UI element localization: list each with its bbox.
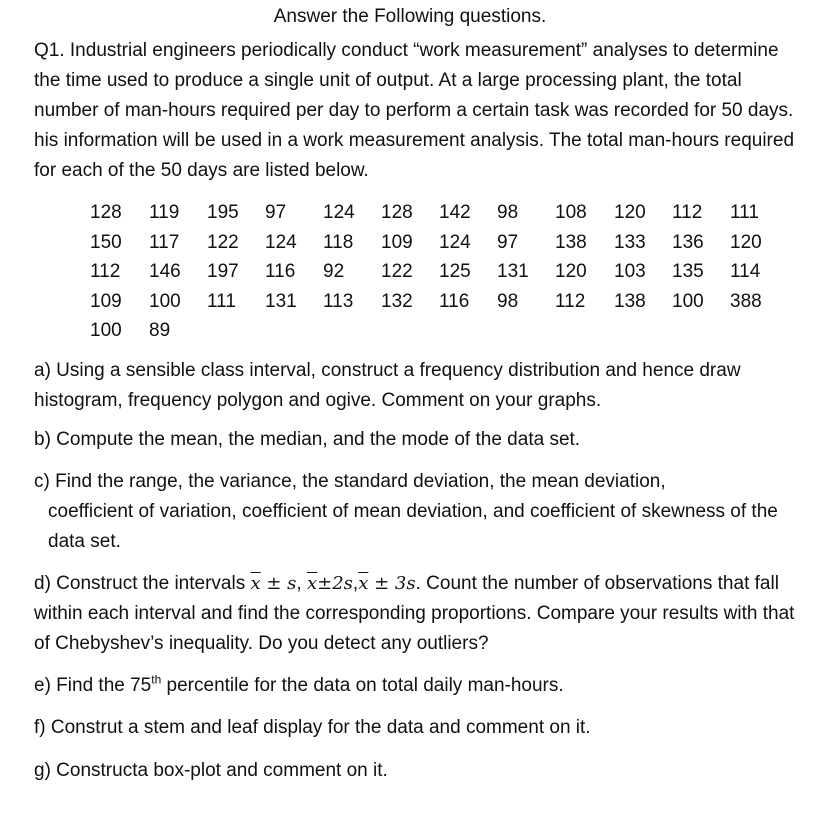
data-cell: 119 <box>149 202 180 223</box>
data-cell: 98 <box>497 290 519 312</box>
part-e <box>34 671 794 701</box>
part-d-prefix: d) Construct the intervals <box>34 573 251 594</box>
x-bar-symbol: $\overline{x}$ <box>250 573 261 594</box>
data-cell: 138 <box>555 231 587 253</box>
part-e-prefix: e) Find the 75 <box>34 675 152 696</box>
interval-2 <box>307 573 353 594</box>
data-cell: 124 <box>265 231 297 253</box>
data-cell: 97 <box>497 231 519 253</box>
data-cell: 111 <box>730 202 759 223</box>
data-cell: 197 <box>207 261 239 282</box>
x-bar-symbol: $\overline{x}$ <box>306 573 318 594</box>
data-cell: 120 <box>555 261 587 282</box>
data-cell: 112 <box>90 261 121 282</box>
data-row <box>90 316 770 346</box>
data-cell: 113 <box>323 290 354 312</box>
part-a: a) Using a sensible class interval, construct a frequency distribution and hence draw histogram, frequency polygon and ogive. Comment on your graphs. <box>34 360 741 411</box>
data-cell: 100 <box>672 290 704 312</box>
data-cell: 131 <box>265 290 297 312</box>
data-cell: 109 <box>90 290 122 312</box>
data-cell: 125 <box>439 261 471 282</box>
data-cell: 116 <box>439 290 470 312</box>
data-cell: 135 <box>672 261 704 282</box>
page-heading: Answer the Following questions. <box>273 6 547 27</box>
data-cell: 122 <box>207 231 239 253</box>
data-cell: 109 <box>381 231 413 253</box>
part-c <box>34 467 794 557</box>
data-cell: 103 <box>614 261 646 282</box>
data-cell: 108 <box>555 202 587 223</box>
data-row <box>90 228 770 258</box>
question-1-text: Q1. Industrial engineers periodically conduct “work measurement” analyses to determine the time used to produce a single unit of output. At a large processing plant, the total number of man-hours required per day to perform a certain task was recorded for 50 days. his information will be used in a work measurement analysis. The total man-hours required for each of the 50 days are listed below. <box>34 40 795 181</box>
x-bar-symbol: $\overline{x}$ <box>358 573 369 594</box>
part-e-suffix: percentile for the data on total daily man-hours. <box>161 675 564 696</box>
data-cell: 116 <box>265 261 296 282</box>
data-cell: 133 <box>614 231 646 253</box>
data-cell: 146 <box>149 261 181 282</box>
data-cell: 112 <box>555 290 586 312</box>
data-row <box>90 287 770 317</box>
part-c-line-1: c) Find the range, the variance, the standard deviation, the mean deviation, <box>34 471 666 492</box>
data-row <box>90 257 770 287</box>
data-cell: 132 <box>381 290 413 312</box>
data-cell: 100 <box>149 290 181 312</box>
interval-3-text: ± 3s <box>374 573 416 594</box>
data-cell: 120 <box>614 202 646 223</box>
part-c-line-2: coefficient of variation, coefficient of mean deviation, and coefficient of skewness of the data set. <box>48 501 778 552</box>
data-cell: 98 <box>497 202 519 223</box>
interval-2-text: ±2s <box>317 573 353 594</box>
data-table <box>90 198 770 346</box>
data-cell: 124 <box>323 202 355 223</box>
part-b: b) Compute the mean, the median, and the mode of the data set. <box>34 429 581 450</box>
part-d-suffix: . Count the number of observations that fall within each interval and find the corresponding proportions. Compare your results with that of Chebyshev’s inequality. Do you detect any outliers? <box>34 573 795 654</box>
data-cell: 131 <box>497 261 529 282</box>
data-cell: 112 <box>672 202 703 223</box>
data-cell: 388 <box>730 290 762 312</box>
data-cell: 124 <box>439 231 471 253</box>
part-f: f) Construt a stem and leaf display for the data and comment on it. <box>34 717 591 738</box>
data-cell: 142 <box>439 202 471 223</box>
data-cell: 138 <box>614 290 646 312</box>
part-d: d) Construct the intervals $\overline{x} \pm s$, $\overline{x}\pm 2s,\overline{x} \pm 3s$. Count the number of observations that fall within each interval and find the corresponding proportions. Compare your results with that of Chebyshev’s inequality. Do you detect any outliers? <box>34 573 795 654</box>
data-cell: 128 <box>381 202 413 223</box>
interval-1 <box>250 573 296 594</box>
data-cell: 117 <box>149 231 180 253</box>
part-e-superscript: th <box>151 672 162 687</box>
data-cell: 111 <box>207 290 236 312</box>
data-cell: 195 <box>207 202 239 223</box>
data-cell: 92 <box>323 261 345 282</box>
data-cell: 114 <box>730 261 761 282</box>
data-cell: 128 <box>90 202 122 223</box>
interval-1-text: ± s <box>266 573 297 594</box>
data-cell: 89 <box>149 320 171 341</box>
data-cell: 150 <box>90 231 122 253</box>
interval-3 <box>358 573 415 594</box>
data-cell: 122 <box>381 261 413 282</box>
part-g: g) Constructa box-plot and comment on it. <box>34 760 388 781</box>
data-cell: 120 <box>730 231 762 253</box>
data-row <box>90 198 770 228</box>
data-cell: 136 <box>672 231 704 253</box>
data-cell: 118 <box>323 231 354 253</box>
data-cell: 97 <box>265 202 287 223</box>
data-cell: 100 <box>90 320 122 341</box>
